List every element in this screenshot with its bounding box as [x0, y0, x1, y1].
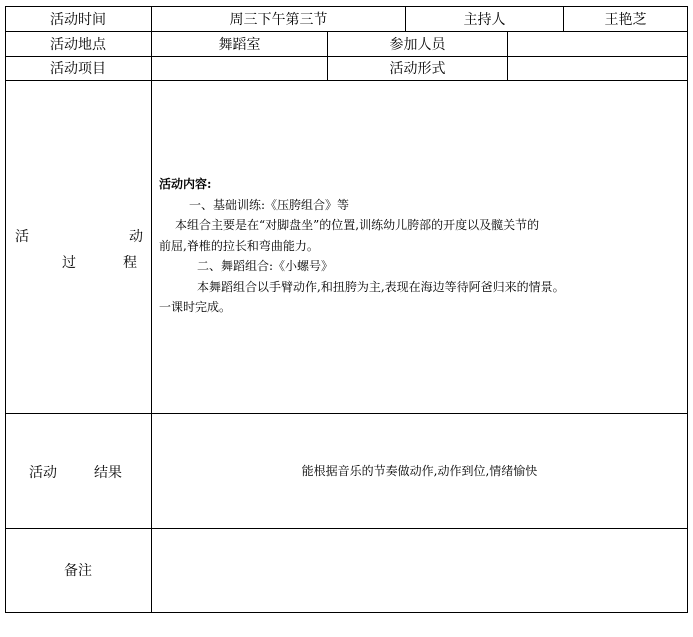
participants-value: [508, 31, 687, 56]
participants-label: 参加人员: [389, 36, 446, 53]
result-label: [5, 413, 151, 528]
process-content: [159, 174, 684, 318]
time-value: 周三下午第三节: [229, 11, 328, 28]
process-label-char: 活: [15, 229, 29, 245]
table-border: [5, 612, 688, 613]
table-border: [687, 6, 688, 613]
time-label: 活动时间: [50, 11, 106, 28]
item-label: 活动项目: [50, 61, 106, 77]
process-label-char: 过: [62, 255, 76, 271]
content-line: 本舞蹈组合以手臂动作,和扭胯为主,表现在海边等待阿爸归来的情景。: [197, 279, 565, 294]
content-line: 二、舞蹈组合:《小螺号》: [197, 259, 334, 273]
host-value: 王艳芝: [604, 11, 647, 28]
process-label-char: 动: [129, 229, 143, 245]
result-value: 能根据音乐的节奏做动作,动作到位,情绪愉快: [301, 464, 538, 478]
location-value: 舞蹈室: [218, 36, 261, 53]
result-label-a: 活动: [29, 465, 57, 481]
host-label: 主持人: [463, 11, 506, 28]
content-heading: 活动内容:: [159, 177, 212, 191]
notes-value: [152, 528, 687, 612]
form-value: [508, 56, 687, 80]
content-line: 一课时完成。: [159, 300, 232, 314]
process-label: [5, 80, 151, 413]
item-value: [152, 56, 327, 80]
form-label: 活动形式: [389, 61, 446, 77]
content-line: 本组合主要是在“对脚盘坐”的位置,训练幼儿胯部的开度以及髋关节的: [175, 218, 540, 232]
content-line: 前屈,脊椎的拉长和弯曲能力。: [159, 238, 319, 253]
result-label-b: 结果: [94, 465, 122, 481]
process-label-char: 程: [123, 255, 137, 271]
location-label: 活动地点: [50, 36, 106, 53]
content-line: 一、基础训练:《压胯组合》等: [189, 197, 350, 212]
notes-label: 备注: [64, 563, 92, 579]
